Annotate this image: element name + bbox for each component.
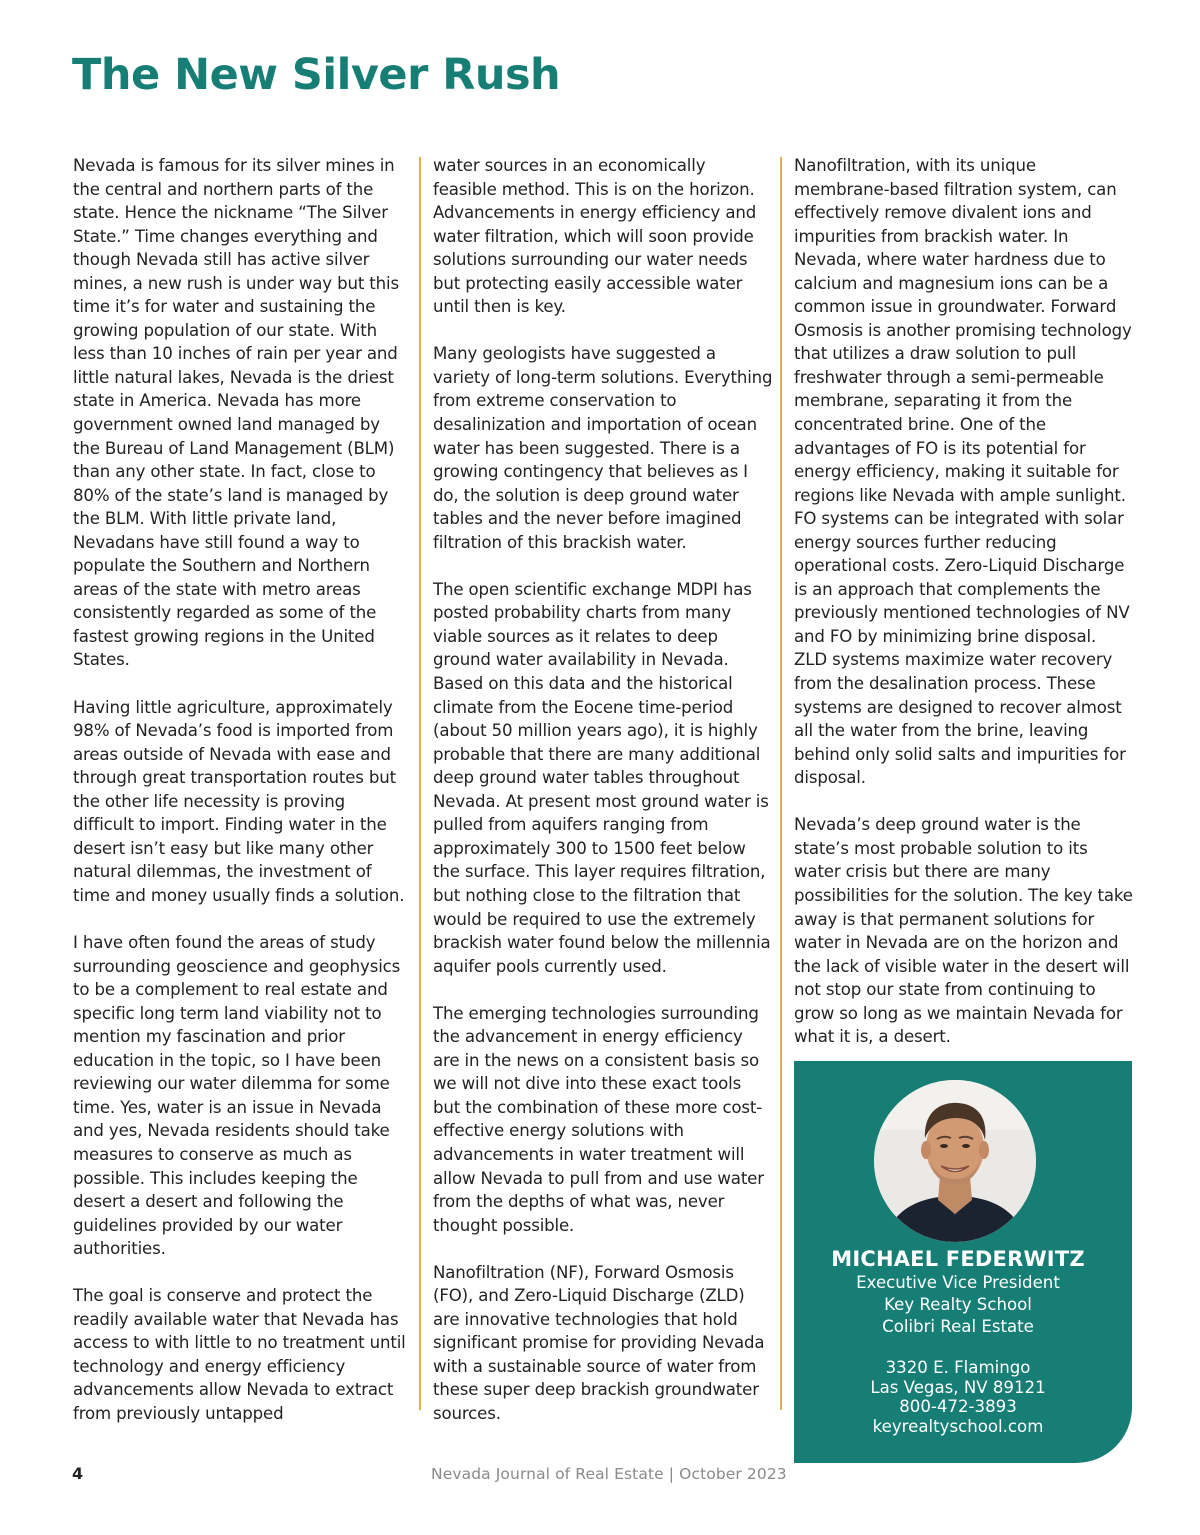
author-street-address: 3320 E. Flamingo	[885, 1358, 1031, 1377]
author-card	[794, 1061, 1132, 1463]
page-number: 4	[72, 1464, 84, 1483]
paragraph: The open scientific exchange MDPI has posted probability charts from many viable sources as it relates to deep ground water availability in Nevada. Based on this data and the historical climate from the Eocene time-period (about 50 million years ago), it is highly probable that there are many additional deep ground water tables throughout Nevada. At present most ground water is pulled from aquifers ranging from approximately 300 to 1500 feet below the surface. This layer requires filtration, but nothing close to the filtration that would be required to use the extremely brackish water found below the millennia aquifer pools currently used.	[433, 579, 771, 976]
author-name: MICHAEL FEDERWITZ	[831, 1247, 1085, 1271]
paragraph: The emerging technologies surrounding the advancement in energy efficiency are in the news on a consistent basis so we will not dive into these exact tools but the combination of these more cost-effective energy solutions with advancements in water treatment will allow Nevada to pull from and use water from the depths of what was, never thought possible.	[433, 1003, 764, 1235]
article-column-2	[433, 154, 773, 1426]
author-organization: Key Realty School	[884, 1295, 1032, 1314]
paragraph: Nevada is famous for its silver mines in the central and northern parts of the state. Hence the nickname “The Silver State.” Time changes everything and though Nevada still has active silver mines, a new rush is under way but this time it’s for water and sustaining the growing population of our state. With less than 10 inches of rain per year and little natural lakes, Nevada is the driest state in America. Nevada has more government owned land managed by the Bureau of Land Management (BLM) than any other state. In fact, close to 80% of the state’s land is managed by the BLM. With little private land, Nevadans have still found a way to populate the Southern and Northern areas of the state with metro areas consistently regarded as some of the fastest growing regions in the United States.	[73, 156, 399, 670]
paragraph: Nevada’s deep ground water is the state’s most probable solution to its water crisis but there are many possibilities for the solution. The key take away is that permanent solutions for water in Nevada are on the horizon and the lack of visible water in the desert will not stop our state from continuing to grow so long as we maintain Nevada for what it is, a desert.	[794, 815, 1133, 1047]
author-organization: Colibri Real Estate	[882, 1317, 1034, 1336]
paragraph: water sources in an economically feasible method. This is on the horizon. Advancements in energy efficiency and water filtration, which will soon provide solutions surrounding our water needs but protecting easily accessible water until then is key.	[433, 156, 757, 317]
paragraph: Nanofiltration (NF), Forward Osmosis (FO), and Zero-Liquid Discharge (ZLD) are innovative technologies that hold significant promise for providing Nevada with a sustainable source of water from these super deep brackish groundwater sources.	[433, 1262, 765, 1423]
article-title: The New Silver Rush	[72, 50, 561, 100]
column-divider	[419, 157, 421, 1410]
author-website-link[interactable]: keyrealtyschool.com	[872, 1417, 1044, 1436]
paragraph: I have often found the areas of study surrounding geoscience and geophysics to be a complement to real estate and specific long term land viability not to mention my fascination and prior education in the topic, so I have been reviewing our water dilemma for some time. Yes, water is an issue in Nevada and yes, Nevada residents should take measures to conserve as much as possible. This includes keeping the desert a desert and following the guidelines provided by our water authorities.	[73, 933, 401, 1259]
paragraph: Having little agriculture, approximately 98% of Nevada’s food is imported from areas outside of Nevada with ease and through great transportation routes but the other life necessity is proving difficult to import. Finding water in the desert isn’t easy but like many other natural dilemmas, the investment of time and money usually finds a solution.	[73, 697, 405, 905]
author-photo	[874, 1080, 1036, 1242]
article-column-1	[73, 154, 410, 1426]
article-column-3	[794, 154, 1134, 1049]
paragraph: Many geologists have suggested a variety of long-term solutions. Everything from extreme conservation to desalinization and importation of ocean water has been suggested. There is a growing contingency that believes as I do, the solution is deep ground water tables and the never before imagined filtration of this brackish water.	[433, 344, 773, 552]
author-city-address: Las Vegas, NV 89121	[870, 1378, 1046, 1397]
column-divider	[780, 157, 782, 1410]
paragraph: Nanofiltration, with its unique membrane-based filtration system, can effectively remove divalent ions and impurities from brackish water. In Nevada, where water hardness due to calcium and magnesium ions can be a common issue in groundwater. Forward Osmosis is another promising technology that utilizes a draw solution to pull freshwater through a semi-permeable membrane, separating it from the concentrated brine. One of the advantages of FO is its potential for energy efficiency, making it suitable for regions like Nevada with ample sunlight. FO systems can be integrated with solar energy sources further reducing operational costs. Zero-Liquid Discharge is an approach that complements the previously mentioned technologies of NV and FO by minimizing brine disposal. ZLD systems maximize water recovery from the desalination process. These systems are designed to recover almost all the water from the brine, leaving behind only solid salts and impurities for disposal.	[794, 156, 1132, 788]
author-phone: 800-472-3893	[899, 1397, 1017, 1416]
publication-footer: Nevada Journal of Real Estate | October 2023	[431, 1465, 787, 1483]
author-role: Executive Vice President	[856, 1273, 1060, 1292]
paragraph: The goal is conserve and protect the readily available water that Nevada has access to with little to no treatment until technology and energy efficiency advancements allow Nevada to extract from previously untapped	[73, 1286, 406, 1423]
